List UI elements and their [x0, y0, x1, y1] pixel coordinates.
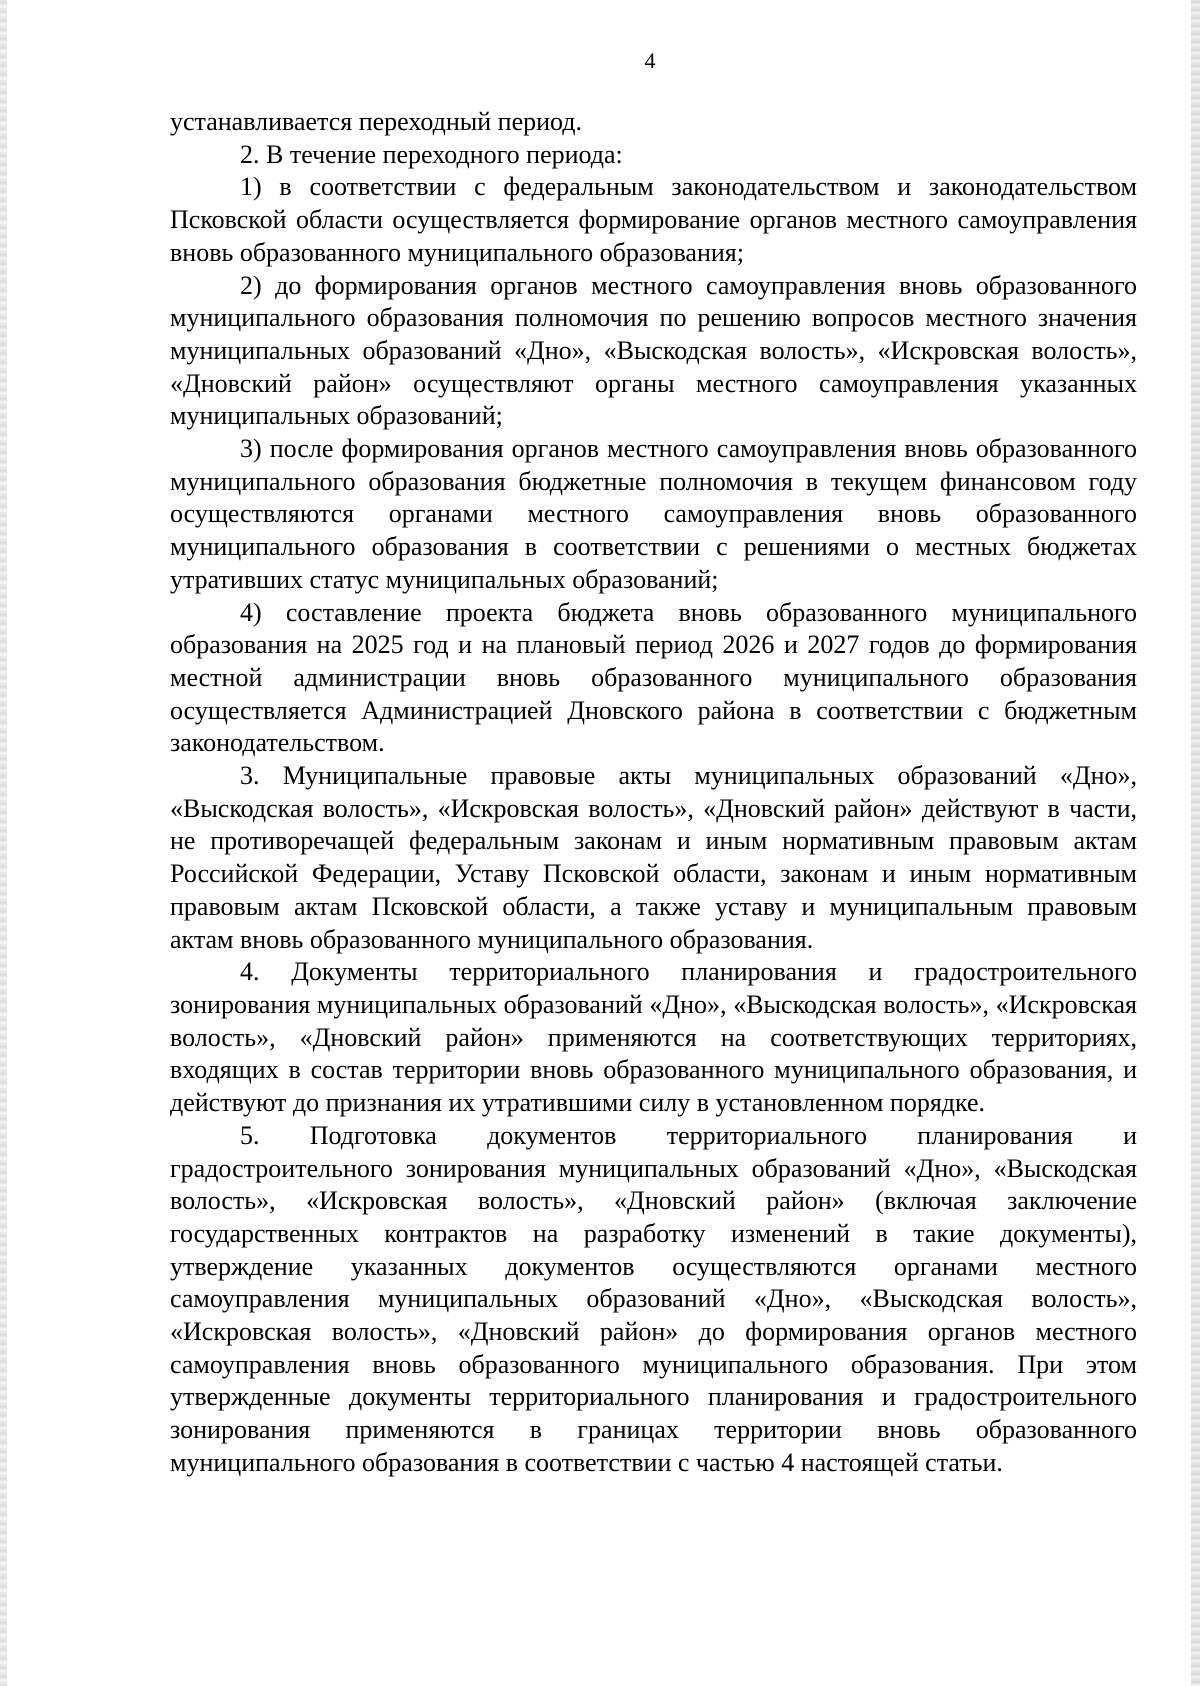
- paragraph-item-2: 2) до формирования органов местного самоуправления вновь образованного муниципального образования полномочия по решению вопросов местного значения муниципальных образований «Дно», «Выскодская волость», «Искровская волость», «Дновский район» осуществляют органы местного самоуправления указанных муниципальных образований;: [170, 270, 1137, 431]
- scan-edge-left: [0, 0, 7, 1686]
- paragraph-clause-3: 3. Муниципальные правовые акты муниципальных образований «Дно», «Выскодская волость», «Искровская волость», «Дновский район» действуют в части, не противоречащей федеральным законам и иным нормативным правовым актам Российской Федерации, Уставу Псковской области, законам и иным нормативным правовым актам Псковской области, а также уставу и муниципальным правовым актам вновь образованного муниципального образования.: [170, 761, 1137, 954]
- page-number: 4: [644, 48, 656, 73]
- paragraph-clause-4: 4. Документы территориального планирования и градостроительного зонирования муниципальных образований «Дно», «Выскодская волость», «Искровская волость», «Дновский район» применяются на соответствующих территориях, входящих в состав территории вновь образованного муниципального образования, и действуют до признания их утратившими силу в установленном порядке.: [170, 957, 1137, 1118]
- scan-edge-right: [1191, 0, 1200, 1686]
- paragraph-continuation: устанавливается переходный период.: [170, 107, 583, 136]
- paragraph-item-3: 3) после формирования органов местного самоуправления вновь образованного муниципального образования бюджетные полномочия в текущем финансовом году осуществляются органами местного самоуправления вновь образованного муниципального образования в соответствии с решениями о местных бюджетах утративших статус муниципальных образований;: [170, 434, 1137, 594]
- paragraph-item-4: 4) составление проекта бюджета вновь образованного муниципального образования на 2025 год и на плановый период 2026 и 2027 годов до формирования местной администрации вновь образованного муниципального образования осуществляется Администрацией Дновского района в соответствии с бюджетным законодательством.: [170, 597, 1137, 758]
- document-body: [170, 106, 1137, 1480]
- paragraph-clause-5: 5. Подготовка документов территориального планирования и градостроительного зонирования муниципальных образований «Дно», «Выскодская волость», «Искровская волость», «Дновский район» (включая заключение государственных контрактов на разработку изменений в такие документы), утверждение указанных документов осуществляются органами местного самоуправления муниципальных образований «Дно», «Выскодская волость», «Искровская волость», «Дновский район» до формирования органов местного самоуправления вновь образованного муниципального образования. При этом утвержденные документы территориального планирования и градостроительного зонирования применяются в границах территории вновь образованного муниципального образования в соответствии с частью 4 настоящей статьи.: [170, 1120, 1137, 1477]
- paragraph-item-1: 1) в соответствии с федеральным законодательством и законодательством Псковской области осуществляется формирование органов местного самоуправления вновь образованного муниципального образования;: [170, 172, 1137, 267]
- paragraph-clause-2: 2. В течение переходного периода:: [240, 139, 623, 169]
